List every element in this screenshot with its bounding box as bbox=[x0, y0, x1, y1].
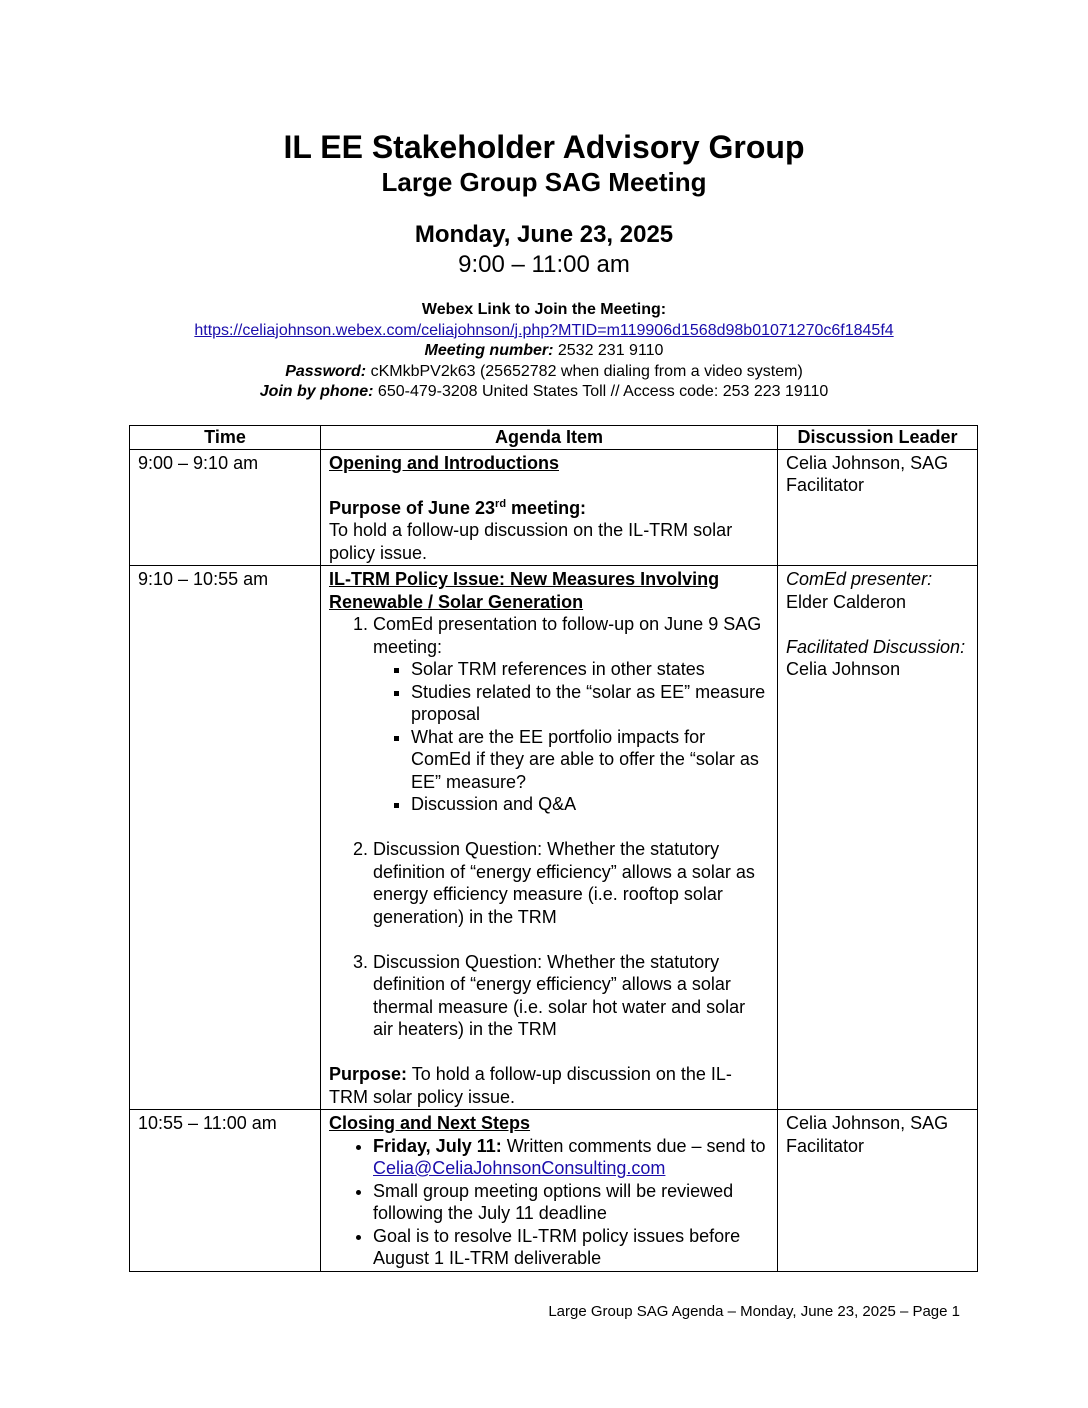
meeting-number-line bbox=[0, 341, 1088, 362]
row-time: 9:00 – 9:10 am bbox=[130, 449, 321, 566]
row-time: 10:55 – 11:00 am bbox=[130, 1110, 321, 1272]
meeting-number-label: Meeting number: bbox=[424, 342, 554, 359]
table-header-row bbox=[130, 426, 978, 450]
row-leader bbox=[778, 566, 978, 1110]
phone-line bbox=[0, 382, 1088, 403]
list-item: ▪ Solar TRM references in other states bbox=[411, 658, 769, 681]
password-value: cKMkbPV2k63 (25652782 when dialing from a video system) bbox=[366, 362, 803, 380]
list-item: • Goal is to resolve IL-TRM policy issues before August 1 IL-TRM deliverable bbox=[373, 1225, 769, 1270]
leader-role: Facilitated Discussion: bbox=[786, 636, 966, 657]
row-time: 9:10 – 10:55 am bbox=[130, 566, 321, 1110]
phone-value: 650-479-3208 United States Toll // Access code: 253 223 19110 bbox=[373, 383, 829, 400]
leader-role: ComEd presenter: bbox=[786, 569, 933, 589]
agenda-table bbox=[129, 425, 978, 1272]
list-item: ▪ Discussion and Q&A bbox=[411, 793, 769, 816]
row-agenda-item bbox=[321, 1110, 778, 1272]
table-row bbox=[130, 449, 978, 566]
meeting-time: 9:00 – 11:00 am bbox=[458, 251, 630, 278]
leader-name: Celia Johnson bbox=[786, 659, 901, 679]
row-leader: Celia Johnson, SAG Facilitator bbox=[778, 449, 978, 566]
agenda-item-title: Closing and Next Steps bbox=[329, 1113, 531, 1133]
header-agenda-item: Agenda Item bbox=[321, 426, 778, 450]
purpose-text: To hold a follow-up discussion on the IL-TRM solar policy issue. bbox=[329, 520, 733, 563]
document-title: IL EE Stakeholder Advisory Group bbox=[283, 129, 805, 165]
row-agenda-item bbox=[321, 449, 778, 566]
meeting-date: Monday, June 23, 2025 bbox=[414, 221, 674, 248]
meeting-number: 2532 231 9110 bbox=[553, 342, 664, 359]
numbered-list bbox=[329, 613, 769, 1041]
phone-label: Join by phone: bbox=[259, 383, 374, 400]
password-line bbox=[0, 362, 1088, 383]
list-item: • Small group meeting options will be reviewed following the July 11 deadline bbox=[373, 1180, 769, 1225]
purpose-text: Purpose: To hold a follow-up discussion on the IL-TRM solar policy issue. bbox=[329, 1064, 732, 1107]
list-item: 2. Discussion Question: Whether the statutory definition of “energy efficiency” allows a solar as energy efficiency measure (i.e. rooftop solar generation) in the TRM bbox=[373, 838, 769, 951]
header-discussion-leader: Discussion Leader bbox=[778, 426, 978, 450]
agenda-item-title: Opening and Introductions bbox=[329, 452, 559, 473]
purpose-heading: Purpose of June 23rd meeting: bbox=[329, 497, 587, 518]
leader-name: Elder Calderon bbox=[786, 591, 907, 612]
row-leader: Celia Johnson, SAG Facilitator bbox=[778, 1110, 978, 1272]
webex-info bbox=[0, 300, 1088, 403]
document-subtitle: Large Group SAG Meeting bbox=[381, 167, 707, 197]
webex-heading: Webex Link to Join the Meeting: bbox=[421, 301, 667, 318]
list-item: 1. ComEd presentation to follow-up on June 9 SAG meeting: ▪ Solar TRM references in other states ▪ Studies related to the “solar as EE” measure proposal ▪ What are the EE portfolio impacts for ComEd if they are able to offer the “solar as EE” measure? ▪ Discussion and Q&A bbox=[373, 613, 769, 838]
table-row bbox=[130, 566, 978, 1110]
list-item: ▪ Studies related to the “solar as EE” measure proposal bbox=[411, 681, 769, 726]
webex-link[interactable]: https://celiajohnson.webex.com/celiajohnson/j.php?MTID=m119906d1568d98b01071270c6f1845f4 bbox=[194, 321, 894, 339]
list-item: 3. Discussion Question: Whether the statutory definition of “energy efficiency” allows a solar thermal measure (i.e. solar hot water and solar air heaters) in the TRM bbox=[373, 951, 769, 1041]
email-link[interactable]: Celia@CeliaJohnsonConsulting.com bbox=[373, 1158, 666, 1178]
list-item: • Friday, July 11: Written comments due – send to Celia@CeliaJohnsonConsulting.com bbox=[373, 1135, 769, 1180]
agenda-item-title: IL-TRM Policy Issue: New Measures Involving Renewable / Solar Generation bbox=[329, 569, 720, 612]
bullet-list bbox=[329, 1135, 769, 1270]
header-time: Time bbox=[130, 426, 321, 450]
bullet-list bbox=[373, 658, 769, 816]
row-agenda-item bbox=[321, 566, 778, 1110]
page-footer: Large Group SAG Agenda – Monday, June 23, 2025 – Page 1 bbox=[548, 1303, 960, 1320]
table-row bbox=[130, 1110, 978, 1272]
password-label: Password: bbox=[285, 362, 367, 380]
list-item: ▪ What are the EE portfolio impacts for ComEd if they are able to offer the “solar as EE” measure? bbox=[411, 726, 769, 794]
